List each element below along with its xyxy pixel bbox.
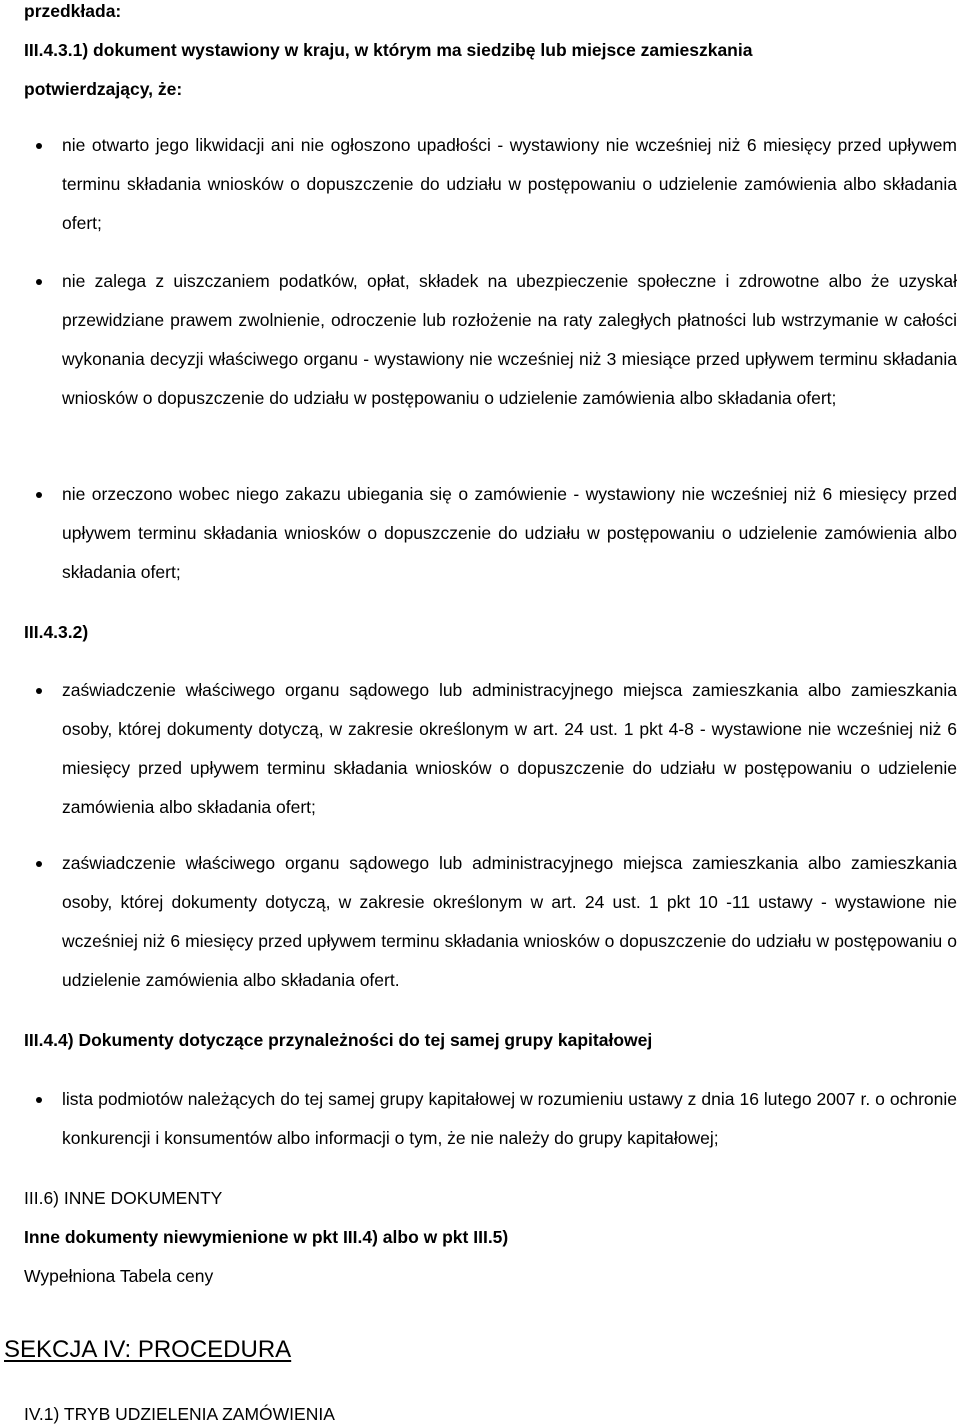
bullet-dot [36,861,42,867]
list-item: nie orzeczono wobec niego zakazu ubiegania się o zamówienie - wystawiony nie wcześniej niż 6 miesięcy przed upływem terminu składania wniosków o dopuszczenie do udziału w postępowaniu o udzielenie zamówienia albo składania ofert; [62,484,957,582]
bullet-dot [36,688,42,694]
section-iv-1-label: IV.1) TRYB UDZIELENIA ZAMÓWIENIA [24,1404,335,1424]
item-4-4-heading: III.4.4) Dokumenty dotyczące przynależności do tej samej grupy kapitałowej [24,1030,653,1050]
item-4-3-2-label: III.4.3.2) [24,622,89,642]
bullet-dot [36,492,42,498]
list-item: nie zalega z uiszczaniem podatków, opłat, składek na ubezpieczenie społeczne i zdrowotne albo że uzyskał przewidziane prawem zwolnienie, odroczenie lub rozłożenie na raty zaległych płatności lub wstrzymanie w całości wykonania decyzji właściwego organu - wystawiony nie wcześniej niż 3 miesiące przed upływem terminu składania wniosków o dopuszczenie do udziału w postępowaniu o udzielenie zamówienia albo składania ofert; [62,271,957,408]
bullet-dot [36,143,42,149]
section-3-6-label: III.6) INNE DOKUMENTY [24,1188,223,1208]
bullet-dot [36,279,42,285]
bullet-dot [36,1097,42,1103]
section-3-6-text: Wypełniona Tabela ceny [24,1266,214,1286]
list-item: lista podmiotów należących do tej samej grupy kapitałowej w rozumieniu ustawy z dnia 16 lutego 2007 r. o ochronie konkurencji i konsumentów albo informacji o tym, że nie należy do grupy kapitałowej; [62,1089,957,1148]
intro-label: przedkłada: [24,1,122,21]
list-item: nie otwarto jego likwidacji ani nie ogłoszono upadłości - wystawiony nie wcześniej niż 6 miesięcy przed upływem terminu składania wniosków o dopuszczenie do udziału w postępowaniu o udzielenie zamówienia albo składania ofert; [62,135,957,233]
item-4-3-1-heading-cont: potwierdzający, że: [24,79,183,99]
list-item: zaświadczenie właściwego organu sądowego lub administracyjnego miejsca zamieszkania albo zamieszkania osoby, której dokumenty dotyczą, w zakresie określonym w art. 24 ust. 1 pkt 10 -11 ustawy - wystawione nie wcześniej niż 6 miesięcy przed upływem terminu składania wniosków o dopuszczenie do udziału w postępowaniu o udzielenie zamówienia albo składania ofert. [62,853,957,990]
item-4-3-1-heading: III.4.3.1) dokument wystawiony w kraju, w którym ma siedzibę lub miejsce zamieszkania [24,40,753,60]
section-iv-heading: SEKCJA IV: PROCEDURA [4,1336,292,1363]
section-3-6-subheading: Inne dokumenty niewymienione w pkt III.4) albo w pkt III.5) [24,1227,509,1247]
list-item: zaświadczenie właściwego organu sądowego lub administracyjnego miejsca zamieszkania albo zamieszkania osoby, której dokumenty dotyczą, w zakresie określonym w art. 24 ust. 1 pkt 4-8 - wystawione nie wcześniej niż 6 miesięcy przed upływem terminu składania wniosków o dopuszczenie do udziału w postępowaniu o udzielenie zamówienia albo składania ofert; [62,680,957,817]
